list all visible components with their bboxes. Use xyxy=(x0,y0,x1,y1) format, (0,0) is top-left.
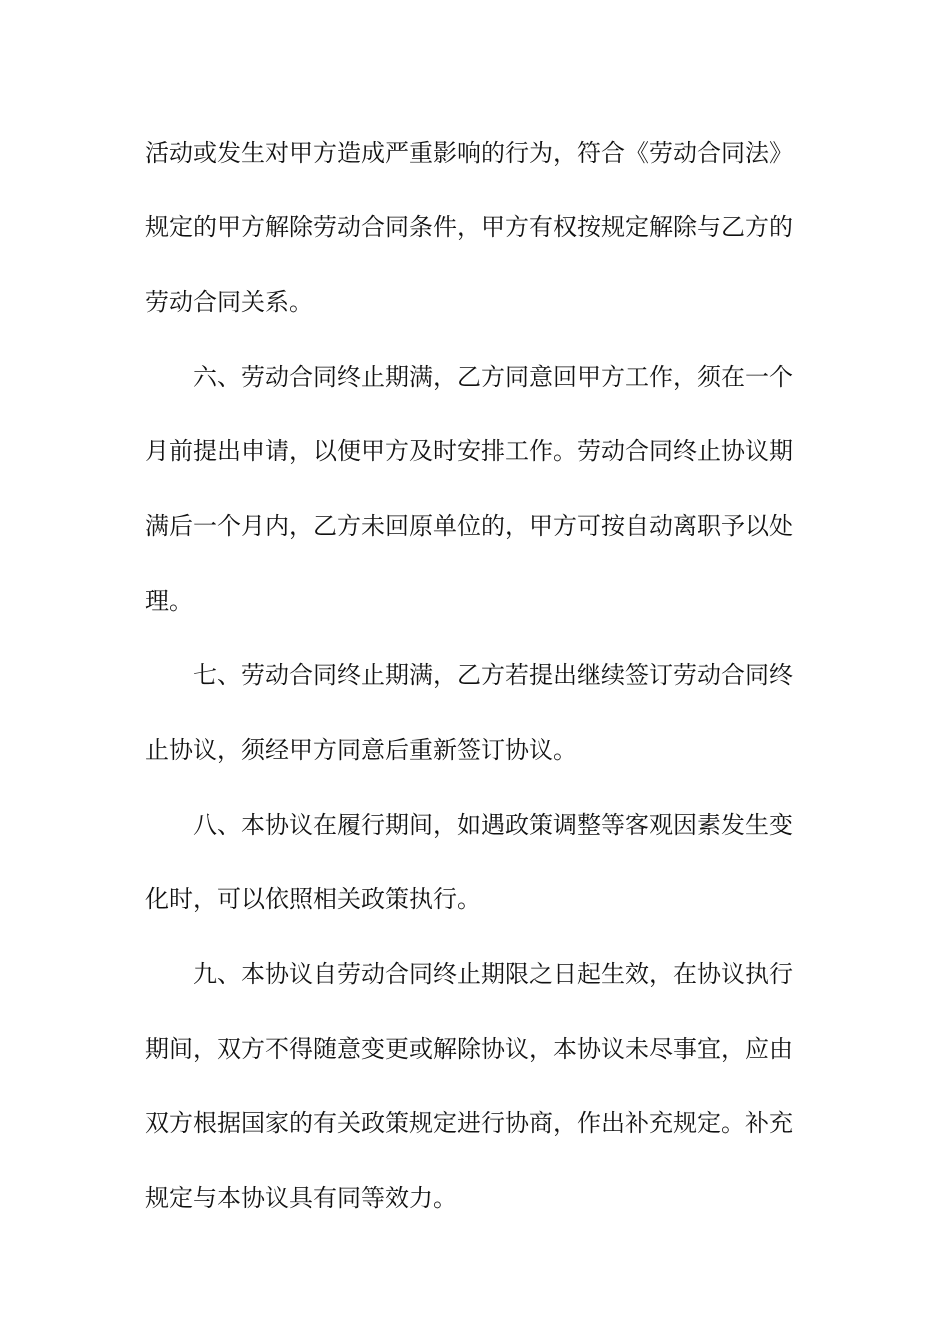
text-line: 双方根据国家的有关政策规定进行协商，作出补充规定。补充 xyxy=(145,1109,793,1137)
text-line: 止协议，须经甲方同意后重新签订协议。 xyxy=(145,736,577,764)
text-line: 月前提出申请，以便甲方及时安排工作。劳动合同终止协议期 xyxy=(145,437,793,465)
paragraph-six-start: 六、劳动合同终止期满，乙方同意回甲方工作，须在一个 xyxy=(193,363,793,391)
text-line: 满后一个月内，乙方未回原单位的，甲方可按自动离职予以处 xyxy=(145,512,793,540)
text-line: 规定的甲方解除劳动合同条件，甲方有权按规定解除与乙方的 xyxy=(145,213,793,241)
text-line: 活动或发生对甲方造成严重影响的行为，符合《劳动合同法》 xyxy=(145,139,793,167)
text-line: 劳动合同关系。 xyxy=(145,288,313,316)
text-line: 化时，可以依照相关政策执行。 xyxy=(145,885,481,913)
text-line: 规定与本协议具有同等效力。 xyxy=(145,1184,457,1212)
paragraph-eight-start: 八、本协议在履行期间，如遇政策调整等客观因素发生变 xyxy=(193,811,793,839)
paragraph-seven-start: 七、劳动合同终止期满，乙方若提出继续签订劳动合同终 xyxy=(193,661,793,689)
paragraph-nine-start: 九、本协议自劳动合同终止期限之日起生效，在协议执行 xyxy=(193,960,793,988)
text-line: 期间，双方不得随意变更或解除协议，本协议未尽事宜，应由 xyxy=(145,1035,793,1063)
text-line: 理。 xyxy=(145,587,193,615)
